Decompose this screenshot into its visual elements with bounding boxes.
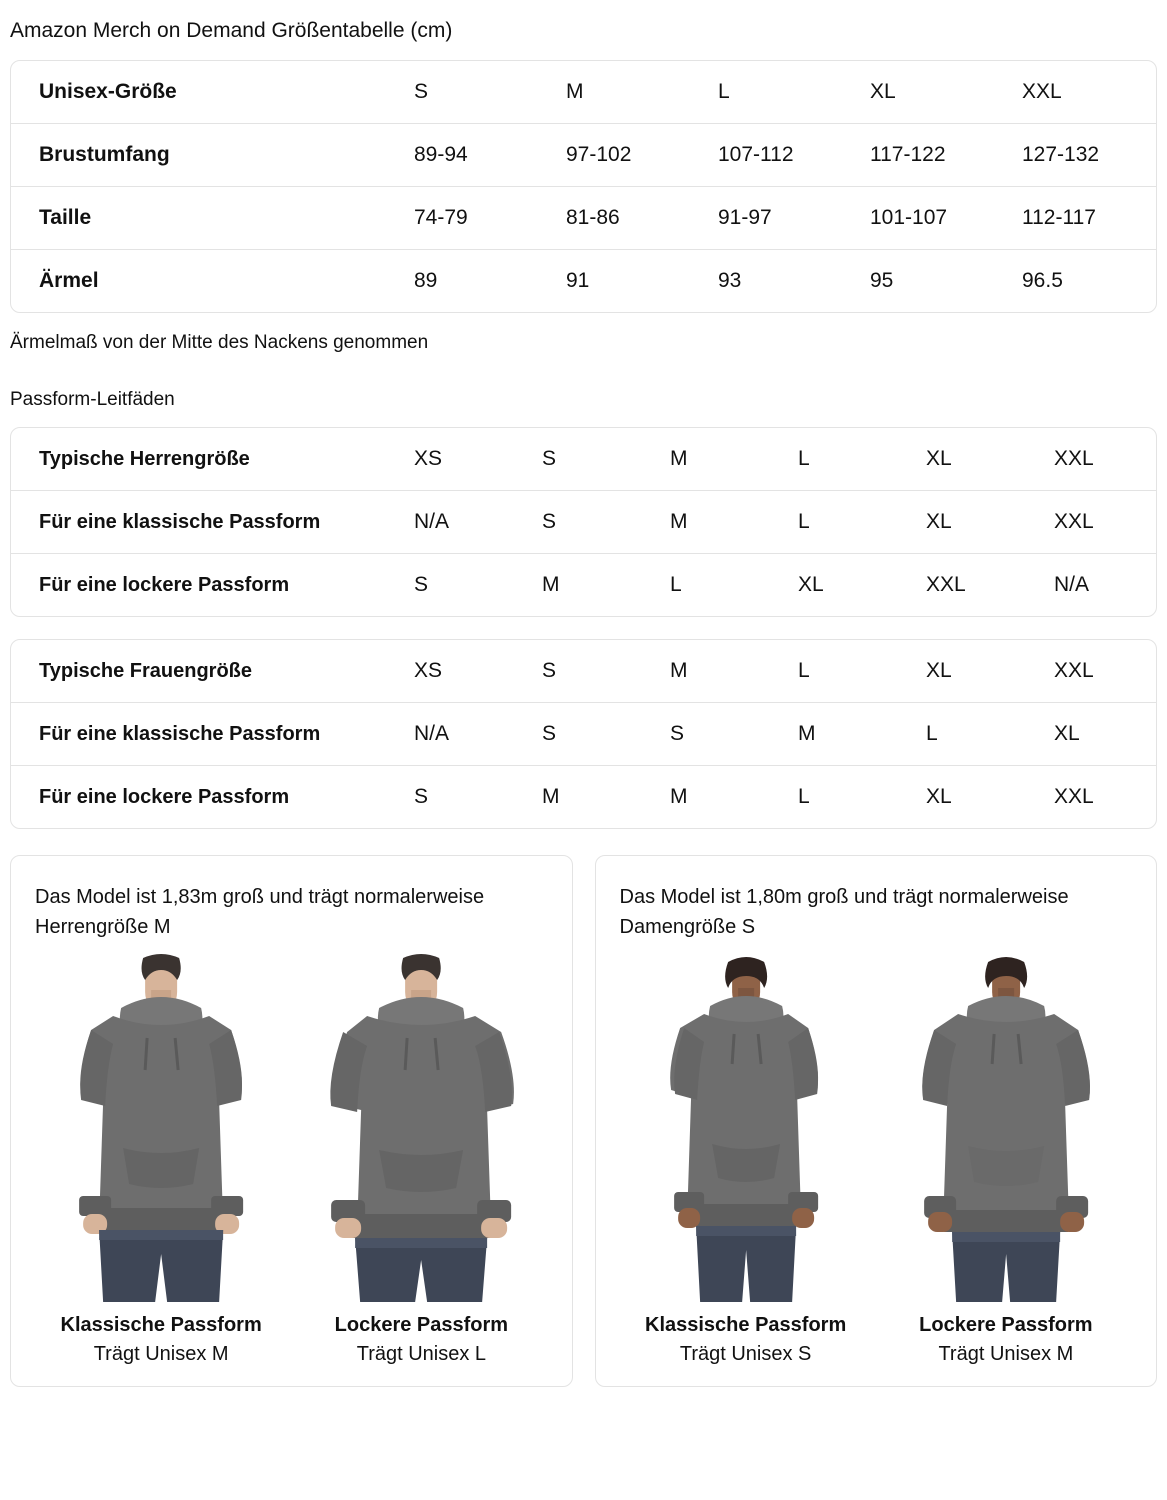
cell: XL xyxy=(870,80,896,103)
cell: XL xyxy=(926,659,952,682)
cell: 93 xyxy=(718,250,870,313)
cell: XL xyxy=(926,447,952,470)
cell: XS xyxy=(414,659,443,682)
fit-name: Klassische Passform xyxy=(60,1314,262,1336)
fit-guides-heading: Passform-Leitfäden xyxy=(10,389,175,410)
table-row xyxy=(11,640,1157,703)
table-row xyxy=(11,250,1157,313)
fit-wears: Trägt Unisex M xyxy=(93,1343,229,1365)
female-loose-figure xyxy=(880,952,1132,1366)
cell: L xyxy=(926,703,1054,766)
cell: 74-79 xyxy=(414,187,566,250)
row-label: Für eine lockere Passform xyxy=(11,554,414,617)
row-label: Taille xyxy=(11,187,414,250)
cell: L xyxy=(798,491,926,554)
table-row xyxy=(11,554,1157,617)
female-model-card xyxy=(595,855,1158,1387)
male-model-classic-illustration xyxy=(35,952,287,1302)
model-cards-row xyxy=(10,855,1157,1387)
row-label: Ärmel xyxy=(11,250,414,313)
womens-fit-table xyxy=(11,640,1157,828)
cell: XXL xyxy=(1022,80,1062,103)
womens-fit-guide-card xyxy=(10,639,1157,829)
cell: XL xyxy=(926,766,1054,829)
cell: S xyxy=(542,703,670,766)
fit-name: Lockere Passform xyxy=(334,1314,509,1336)
cell: M xyxy=(670,659,688,682)
cell: M xyxy=(542,554,670,617)
page-title: Amazon Merch on Demand Größentabelle (cm) xyxy=(10,19,453,42)
male-model-loose-illustration xyxy=(295,952,547,1302)
cell: XL xyxy=(926,491,1054,554)
female-figures xyxy=(620,952,1133,1366)
fit-wears: Trägt Unisex L xyxy=(356,1343,487,1365)
cell: 95 xyxy=(870,250,1022,313)
cell: 89 xyxy=(414,250,566,313)
cell: 117-122 xyxy=(870,124,1022,187)
mens-fit-guide-card xyxy=(10,427,1157,617)
row-label: Typische Frauengröße xyxy=(39,659,253,682)
cell: XXL xyxy=(1054,766,1157,829)
table-row xyxy=(11,428,1157,491)
cell: M xyxy=(566,80,584,103)
mens-fit-table xyxy=(11,428,1157,616)
table-row xyxy=(11,187,1157,250)
table-row xyxy=(11,124,1157,187)
spacer xyxy=(6,617,1161,639)
table-row xyxy=(11,61,1157,124)
fit-wears: Trägt Unisex M xyxy=(938,1343,1074,1365)
female-model-loose-illustration xyxy=(880,952,1132,1302)
cell: 96.5 xyxy=(1022,250,1157,313)
female-classic-figure xyxy=(620,952,872,1366)
table-row xyxy=(11,703,1157,766)
fit-name: Klassische Passform xyxy=(645,1314,847,1336)
cell: L xyxy=(798,447,810,470)
male-classic-figure xyxy=(35,952,287,1366)
cell: N/A xyxy=(414,491,542,554)
cell: N/A xyxy=(1054,554,1157,617)
cell: 107-112 xyxy=(718,124,870,187)
cell: L xyxy=(798,766,926,829)
unisex-size-table xyxy=(11,61,1157,312)
cell: 91 xyxy=(566,250,718,313)
cell: S xyxy=(414,766,542,829)
cell: 89-94 xyxy=(414,124,566,187)
cell: M xyxy=(542,766,670,829)
cell: L xyxy=(798,659,810,682)
cell: S xyxy=(414,554,542,617)
cell: XXL xyxy=(1054,491,1157,554)
cell: M xyxy=(670,491,798,554)
row-label: Brustumfang xyxy=(11,124,414,187)
row-label: Typische Herrengröße xyxy=(39,447,250,470)
cell: 97-102 xyxy=(566,124,718,187)
cell: L xyxy=(718,80,730,103)
cell: M xyxy=(670,447,688,470)
cell: XL xyxy=(798,554,926,617)
fit-wears: Trägt Unisex S xyxy=(679,1343,812,1365)
cell: 127-132 xyxy=(1022,124,1157,187)
cell: XXL xyxy=(926,554,1054,617)
cell: S xyxy=(414,80,429,103)
row-label: Unisex-Größe xyxy=(39,80,177,103)
unisex-size-table-card xyxy=(10,60,1157,313)
cell: 91-97 xyxy=(718,187,870,250)
fit-name: Lockere Passform xyxy=(919,1314,1093,1336)
female-model-classic-illustration xyxy=(620,952,872,1302)
cell: 112-117 xyxy=(1022,187,1157,250)
cell: XXL xyxy=(1054,659,1094,682)
cell: L xyxy=(670,554,798,617)
table-row xyxy=(11,766,1157,829)
cell: S xyxy=(670,703,798,766)
cell: XL xyxy=(1054,703,1157,766)
cell: XS xyxy=(414,447,443,470)
row-label: Für eine klassische Passform xyxy=(11,491,414,554)
cell: S xyxy=(542,659,557,682)
cell: M xyxy=(670,766,798,829)
row-label: Für eine klassische Passform xyxy=(11,703,414,766)
cell: 101-107 xyxy=(870,187,1022,250)
table-row xyxy=(11,491,1157,554)
cell: S xyxy=(542,491,670,554)
sleeve-measure-note: Ärmelmaß von der Mitte des Nackens genommen xyxy=(10,332,429,353)
cell: S xyxy=(542,447,557,470)
cell: XXL xyxy=(1054,447,1094,470)
row-label: Für eine lockere Passform xyxy=(11,766,414,829)
male-model-card xyxy=(10,855,573,1387)
male-loose-figure xyxy=(295,952,547,1366)
model-caption: Das Model ist 1,80m groß und trägt normalerweise Damengröße S xyxy=(619,886,1069,938)
cell: N/A xyxy=(414,703,542,766)
model-caption: Das Model ist 1,83m groß und trägt normalerweise Herrengröße M xyxy=(35,886,485,938)
male-figures xyxy=(35,952,548,1366)
cell: M xyxy=(798,703,926,766)
cell: 81-86 xyxy=(566,187,718,250)
